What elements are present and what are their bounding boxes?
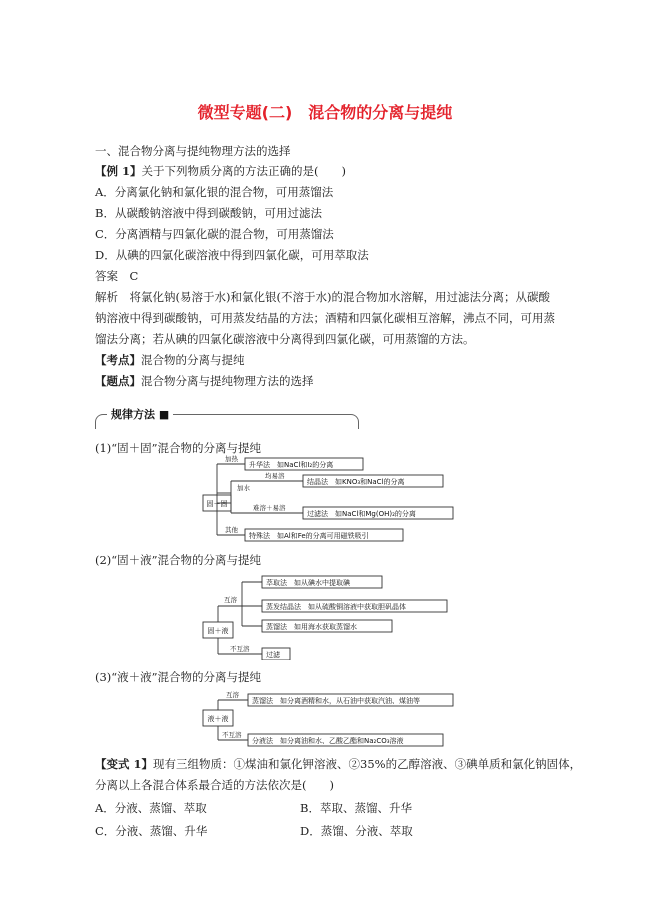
diagram2-heading: (2)“固＋液”混合物的分离与提纯 bbox=[95, 553, 262, 567]
option-b: B．从碳酸钠溶液中得到碳酸钠，可用过滤法 bbox=[95, 206, 322, 220]
sublimation-text: 升华法 如NaCl和I₂的分离 bbox=[249, 461, 334, 469]
option-d: D．从碘的四氯化碳溶液中得到四氯化碳，可用萃取法 bbox=[95, 248, 369, 262]
filter-text: 过滤 bbox=[266, 651, 280, 659]
variant-option-b: B．萃取、蒸馏、升华 bbox=[300, 801, 412, 815]
banner-label: 规律方法 ■ bbox=[107, 406, 173, 422]
analysis-line-1: 解析 将氯化钠(易溶于水)和氯化银(不溶于水)的混合物加水溶解，用过滤法分离；从碳酸 bbox=[95, 290, 550, 304]
tidian-tag: 【题点】 bbox=[95, 374, 141, 388]
page-title: 微型专题(二) 混合物的分离与提纯 bbox=[197, 103, 453, 122]
option-c: C．分离酒精与四氯化碳的混合物，可用蒸馏法 bbox=[95, 227, 334, 241]
tidian-text: 混合物分离与提纯物理方法的选择 bbox=[141, 374, 314, 388]
distillation-text: 蒸馏法 如用海水获取蒸馏水 bbox=[266, 623, 357, 631]
separating-text: 分液法 如分离油和水、乙酸乙酯和Na₂CO₃溶液 bbox=[252, 737, 404, 745]
variant-option-a: A．分液、蒸馏、萃取 bbox=[95, 801, 207, 815]
diagram1-heading: (1)“固＋固”混合物的分离与提纯 bbox=[95, 441, 262, 455]
filtration-text: 过滤法 如NaCl和Mg(OH)₂的分离 bbox=[307, 510, 416, 518]
heat-label: 加热 bbox=[225, 455, 238, 463]
other-label: 其他 bbox=[225, 526, 238, 534]
root-label: 固＋固 bbox=[206, 500, 228, 508]
solid-liquid-diagram bbox=[200, 570, 470, 660]
variant-question-2: 分离以上各混合体系最合适的方法依次是( ) bbox=[95, 778, 334, 792]
insoluble-label: 不互溶 bbox=[222, 731, 242, 739]
variant-options-row-2 bbox=[95, 823, 505, 839]
special-text: 特殊法 如Al和Fe的分离可用磁铁吸引 bbox=[249, 532, 369, 540]
analysis-line-2: 钠溶液中得到碳酸钠，可用蒸发结晶的方法；酒精和四氯化碳相互溶解，沸点不同，可用蒸 bbox=[95, 311, 555, 325]
variant-question-text: 现有三组物质：①煤油和氯化钾溶液、②35%的乙醇溶液、③碘单质和氯化钠固体， bbox=[153, 757, 582, 771]
water-label: 加水 bbox=[237, 484, 250, 492]
distill-text: 蒸馏法 如分离酒精和水，从石油中获取汽油、煤油等 bbox=[252, 697, 420, 705]
example-tag: 【例 1】 bbox=[95, 164, 142, 178]
root-label: 液＋液 bbox=[207, 715, 229, 723]
soluble-label: 均易溶 bbox=[265, 472, 285, 480]
root-label: 固＋液 bbox=[207, 627, 229, 635]
insoluble-label: 不互溶 bbox=[230, 645, 250, 653]
example-question bbox=[95, 163, 346, 179]
tidian bbox=[95, 373, 314, 389]
analysis-line-3: 馏法分离；若从碘的四氯化碳溶液中分离得到四氯化碳，可用蒸馏的方法。 bbox=[95, 332, 475, 346]
answer: 答案 C bbox=[95, 269, 139, 283]
method-banner bbox=[95, 408, 357, 432]
diagram3-heading: (3)“液＋液”混合物的分离与提纯 bbox=[95, 670, 262, 684]
mutual-label: 互溶 bbox=[224, 596, 237, 604]
kaodian-text: 混合物的分离与提纯 bbox=[141, 353, 245, 367]
option-a: A．分离氯化钠和氯化银的混合物，可用蒸馏法 bbox=[95, 185, 334, 199]
kaodian-tag: 【考点】 bbox=[95, 353, 141, 367]
solid-solid-diagram bbox=[195, 455, 465, 545]
kaodian bbox=[95, 352, 245, 368]
mixed-label: 难溶＋易溶 bbox=[253, 504, 286, 512]
example-question-text: 关于下列物质分离的方法正确的是( ) bbox=[141, 164, 346, 178]
variant-question bbox=[95, 756, 581, 772]
variant-option-d: D．蒸馏、分液、萃取 bbox=[300, 824, 413, 838]
variant-option-c: C．分液、蒸馏、升华 bbox=[95, 824, 208, 838]
section-heading: 一、混合物分离与提纯物理方法的选择 bbox=[95, 144, 291, 158]
extraction-text: 萃取法 如从碘水中提取碘 bbox=[266, 579, 350, 587]
mutual-label: 互溶 bbox=[226, 691, 239, 699]
evaporation-text: 蒸发结晶法 如从硫酸铜溶液中获取胆矾晶体 bbox=[266, 603, 406, 611]
variant-options-row-1 bbox=[95, 800, 505, 816]
variant-tag: 【变式 1】 bbox=[95, 757, 154, 771]
crystallization-text: 结晶法 如KNO₃和NaCl的分离 bbox=[307, 478, 405, 486]
liquid-liquid-diagram bbox=[200, 688, 470, 748]
